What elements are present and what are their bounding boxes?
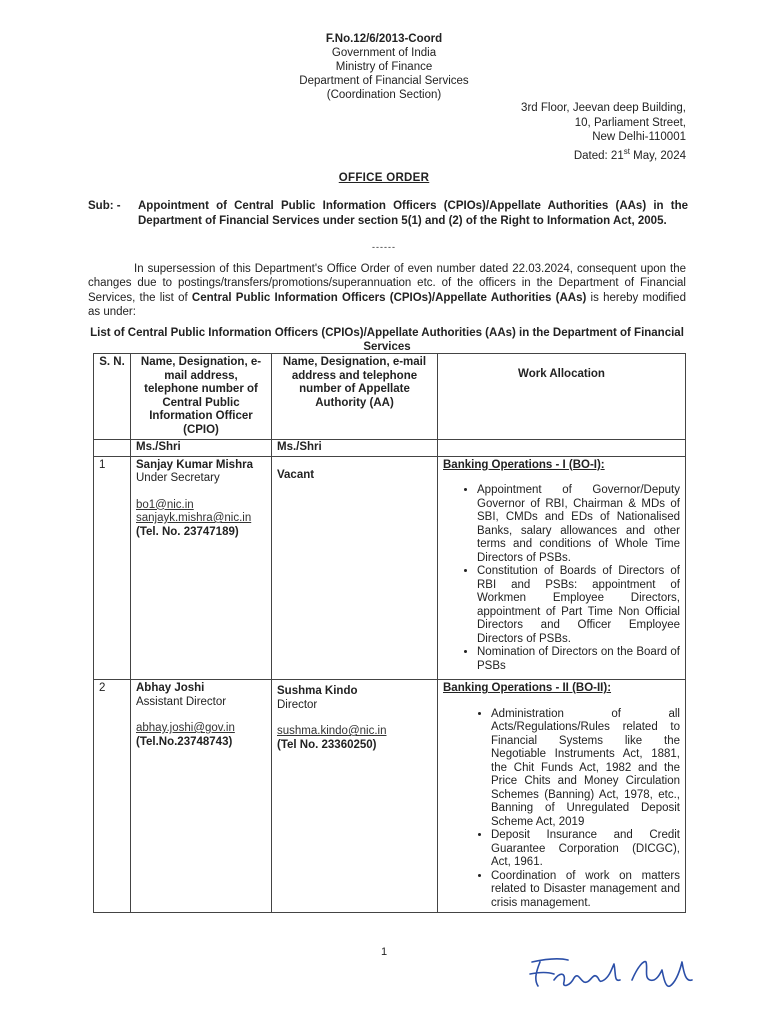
row-sno: 1: [94, 456, 131, 680]
file-number: F.No.12/6/2013-Coord: [325, 33, 443, 45]
signature: [520, 950, 710, 995]
cpio-name: Abhay Joshi: [136, 682, 205, 694]
govt-line: Government of India: [331, 47, 437, 59]
work-cell: [438, 456, 686, 680]
work-cell: [438, 680, 686, 913]
work-heading: Banking Operations - I (BO-I):: [443, 458, 605, 471]
work-heading: Banking Operations - II (BO-II):: [443, 682, 612, 694]
address-line-3: New Delhi-110001: [592, 131, 686, 143]
cpio-telephone: (Tel.No.23748743): [136, 735, 233, 748]
header-cpio: Name, Designation, e-mail address, telephone number of Central Public Information Officer (CPIO): [131, 354, 272, 440]
address-block: [521, 101, 686, 163]
list-item: • Administration of all Acts/Regulations/Rules related to Financial Systems like the Negotiable Instruments Act, 1881, the Chit Funds Act, 1982 and the Price Chits and Money Circulation Schemes (Banning) Act, 1978, etc., Banning of Unregulated Deposit Scheme Act, 2019: [491, 708, 680, 830]
cpio-email[interactable]: bo1@nic.in: [136, 498, 194, 511]
aa-email[interactable]: sushma.kindo@nic.in: [277, 725, 387, 737]
header-work: Work Allocation: [438, 354, 686, 440]
subject-label: Sub: -: [88, 200, 121, 212]
body-paragraph: In supersession of this Department's Office Order of even number dated 22.03.2024, consequent upon the changes due to postings/transfers/promotions/superannuation etc. of the officers in the Department of Financial Services, the list of Central Public Information Officers (CPIOs)/Appellate Authorities (AAs) is hereby modified as under:: [88, 263, 686, 318]
work-list: [443, 708, 680, 911]
cpio-designation: Under Secretary: [136, 472, 220, 484]
list-title: List of Central Public Information Officers (CPIOs)/Appellate Authorities (AAs) in the Department of Financial Services: [90, 327, 684, 353]
table-header-row: [94, 354, 686, 440]
cpio-table: [93, 353, 686, 913]
header-sno: S. N.: [94, 354, 131, 440]
separator: ------: [372, 242, 396, 252]
aa-cell: [272, 456, 438, 680]
letterhead: [0, 32, 768, 102]
address-line-1: 3rd Floor, Jeevan deep Building,: [521, 102, 686, 114]
date-line: Dated: 21st May, 2024: [573, 146, 686, 162]
cpio-designation: Assistant Director: [136, 695, 227, 708]
ministry-line: Ministry of Finance: [335, 61, 433, 73]
header-aa: Name, Designation, e-mail address and telephone number of Appellate Authority (AA): [272, 354, 438, 440]
cpio-name: Sanjay Kumar Mishra: [136, 458, 253, 471]
aa-telephone: (Tel No. 23360250): [277, 738, 377, 751]
aa-name: Vacant: [277, 468, 315, 481]
subject-block: [88, 199, 688, 228]
aa-designation: Director: [277, 698, 318, 711]
department-line: Department of Financial Services: [299, 75, 469, 87]
page-number: 1: [380, 946, 388, 958]
row-sno: 2: [94, 680, 131, 913]
subject-text: Appointment of Central Public Information Officers (CPIOs)/Appellate Authorities (AAs) in the Department of Financial Services under section 5(1) and (2) of the Right to Information Act, 2005.: [138, 200, 688, 227]
cpio-cell: [131, 456, 272, 680]
office-order-title: OFFICE ORDER: [338, 172, 430, 184]
salutation-cpio: Ms./Shri: [131, 440, 272, 457]
cpio-cell: [131, 680, 272, 913]
cpio-email-alt[interactable]: sanjayk.mishra@nic.in: [136, 512, 252, 524]
salutation-aa: Ms./Shri: [272, 440, 438, 457]
salutation-row: [94, 440, 686, 457]
work-list: [443, 484, 680, 673]
aa-cell: [272, 680, 438, 913]
aa-name: Sushma Kindo: [277, 685, 358, 697]
cpio-telephone: (Tel. No. 23747189): [136, 525, 239, 538]
table-row: [94, 680, 686, 913]
table-row: [94, 456, 686, 680]
list-item: • Coordination of work on matters related to Disaster management and crisis management.: [491, 870, 680, 911]
list-item: • Appointment of Governor/Deputy Governor of RBI, Chairman & MDs of SBI, CMDs and EDs of Nationalised Banks, salary allowances and other terms and conditions of Whole Time Directors of PSBs.: [477, 484, 680, 565]
address-line-2: 10, Parliament Street,: [574, 116, 686, 129]
list-item: • Deposit Insurance and Credit Guarantee Corporation (DICGC), Act, 1961.: [491, 829, 680, 870]
list-item: • Nomination of Directors on the Board of PSBs: [477, 646, 680, 673]
list-item: • Constitution of Boards of Directors of RBI and PSBs: appointment of Workmen Employee Directors, appointment of Part Time Non Official Directors and Officer Employee Directors of PSBs.: [477, 565, 680, 646]
section-line: (Coordination Section): [326, 89, 442, 101]
cpio-email[interactable]: abhay.joshi@gov.in: [136, 722, 235, 734]
